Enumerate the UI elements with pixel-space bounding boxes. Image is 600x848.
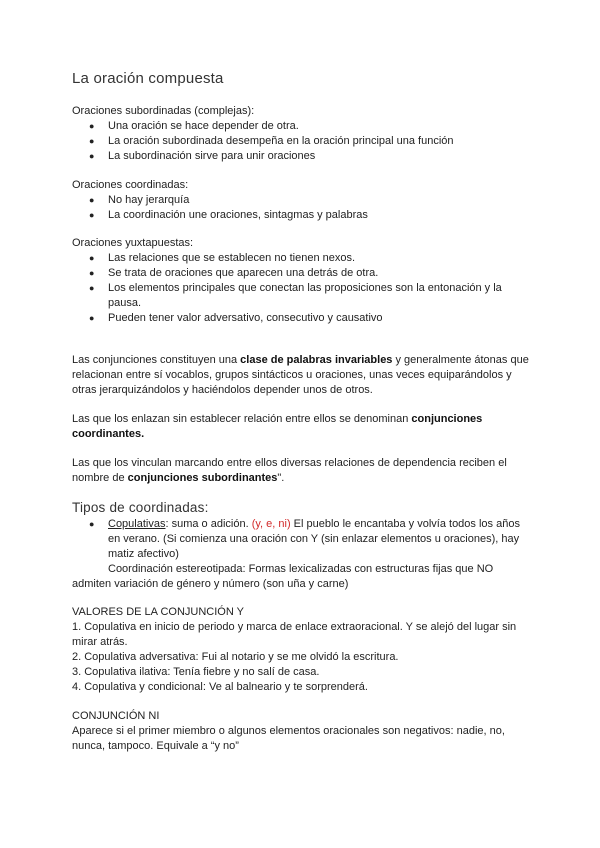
yuxtapuestas-list	[72, 251, 532, 326]
estereotipada-rest: admiten variación de género y número (son uña y carne)	[72, 578, 349, 590]
list-item: ● No hay jerarquía	[72, 193, 532, 208]
section-tipos	[72, 517, 532, 592]
list-item: ● Los elementos principales que conectan las proposiciones son la entonación y la pausa.	[72, 281, 532, 311]
paragraph-conjunciones: Las conjunciones constituyen una clase de palabras invariables y generalmente átonas que relacionan entre sí vocablos, grupos sintácticos u oraciones, unas veces equiparándolos y otras jerarquizándolos y haciéndolos depender unos de otros.	[72, 354, 529, 396]
list-item: ● La coordinación une oraciones, sintagmas y palabras	[72, 208, 532, 223]
tipos-heading: Tipos de coordinadas:	[72, 500, 209, 515]
list-item: ● La subordinación sirve para unir oraciones	[72, 149, 532, 164]
section-subordinadas	[72, 104, 532, 164]
paragraph-subordinantes: Las que los vinculan marcando entre ellos diversas relaciones de dependencia reciben el nombre de conjunciones subordinantes".	[72, 457, 507, 484]
list-item: 2. Copulativa adversativa: Fui al notario y se me olvidó la escritura.	[72, 651, 399, 663]
copulativas-label: Copulativas	[108, 518, 166, 530]
bold-term: conjunciones coordinantes.	[72, 413, 483, 440]
tipos-list	[72, 517, 532, 562]
estereotipada-line: Coordinación estereotipada: Formas lexicalizadas con estructuras fijas que NO	[108, 563, 494, 575]
list-item: ● Una oración se hace depender de otra.	[72, 119, 532, 134]
ni-text: Aparece si el primer miembro o algunos elementos oracionales son negativos: nadie, no, nunca, tampoco. Equivale a “y no”	[72, 725, 505, 752]
list-item: ● Se trata de oraciones que aparecen una detrás de otra.	[72, 266, 532, 281]
page-title: La oración compuesta	[72, 70, 224, 87]
section-coordinadas	[72, 178, 532, 223]
subordinadas-list	[72, 119, 532, 164]
yuxtapuestas-heading: Oraciones yuxtapuestas:	[72, 237, 194, 249]
conjunctions-red: (y, e, ni)	[251, 518, 291, 530]
bold-term: clase de palabras invariables	[240, 354, 393, 366]
valores-heading: VALORES DE LA CONJUNCIÓN Y	[72, 606, 244, 618]
list-item: ● La oración subordinada desempeña en la oración principal una función	[72, 134, 532, 149]
paragraph-coordinantes: Las que los enlazan sin establecer relación entre ellos se denominan conjunciones coordinantes.	[72, 413, 483, 440]
bold-term: conjunciones subordinantes	[127, 472, 278, 484]
subordinadas-heading: Oraciones subordinadas (complejas):	[72, 105, 255, 117]
ni-heading: CONJUNCIÓN NI	[72, 710, 160, 722]
section-yuxtapuestas	[72, 236, 532, 326]
section-valores	[72, 605, 532, 695]
list-item: 3. Copulativa ilativa: Tenía fiebre y no salí de casa.	[72, 666, 320, 678]
list-item: ● Pueden tener valor adversativo, consecutivo y causativo	[72, 311, 532, 326]
coordinadas-heading: Oraciones coordinadas:	[72, 179, 189, 191]
section-ni	[72, 709, 532, 754]
list-item: 4. Copulativa y condicional: Ve al balneario y te sorprenderá.	[72, 681, 368, 693]
list-item: ● Copulativas: suma o adición. (y, e, ni) El pueblo le encantaba y volvía todos los años en verano. (Si comienza una oración con Y (sin enlazar elementos u oraciones), hay matiz afectivo)	[72, 517, 532, 562]
list-item: ● Las relaciones que se establecen no tienen nexos.	[72, 251, 532, 266]
list-item: 1. Copulativa en inicio de periodo y marca de enlace extraoracional. Y se alejó del lugar sin mirar atrás.	[72, 621, 517, 648]
coordinadas-list	[72, 193, 532, 223]
